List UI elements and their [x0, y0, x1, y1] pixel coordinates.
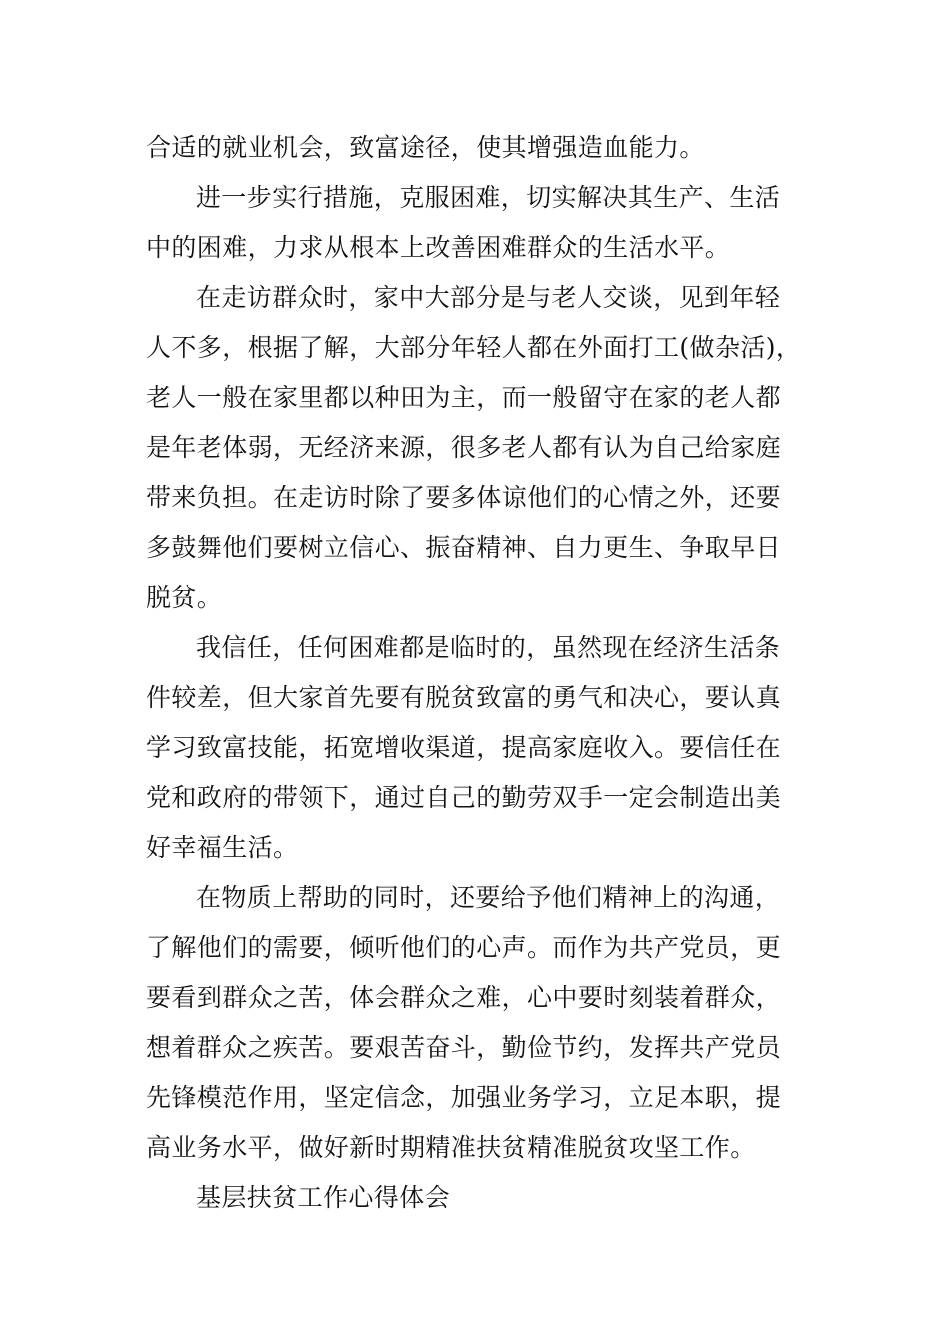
text-line: 想着群众之疾苦。要艰苦奋斗，勤俭节约，发挥共产党员: [146, 1033, 782, 1062]
text-line: 好幸福生活。: [146, 833, 299, 862]
text-line: 了解他们的需要，倾听他们的心声。而作为共产党员，更: [146, 933, 782, 962]
text-line: 先锋模范作用，坚定信念，加强业务学习，立足本职，提: [146, 1083, 782, 1112]
text-line: 中的困难，力求从根本上改善困难群众的生活水平。: [146, 233, 731, 262]
text-line: 是年老体弱，无经济来源，很多老人都有认为自己给家庭: [146, 433, 782, 462]
text-line: 在走访群众时，家中大部分是与老人交谈，见到年轻: [196, 283, 781, 312]
text-line: 学习致富技能，拓宽增收渠道，提高家庭收入。要信任在: [146, 733, 782, 762]
text-line: 人不多，根据了解，大部分年轻人都在外面打工(做杂活)，: [146, 333, 802, 362]
text-line: 老人一般在家里都以种田为主，而一般留守在家的老人都: [146, 383, 782, 412]
text-line: 在物质上帮助的同时，还要给予他们精神上的沟通，: [196, 883, 781, 912]
text-line: 多鼓舞他们要树立信心、振奋精神、自力更生、争取早日: [146, 533, 782, 562]
text-line: 高业务水平，做好新时期精准扶贫精准脱贫攻坚工作。: [146, 1133, 756, 1162]
text-line: 要看到群众之苦，体会群众之难，心中要时刻装着群众，: [146, 983, 782, 1012]
text-line: 件较差，但大家首先要有脱贫致富的勇气和决心，要认真: [146, 683, 782, 712]
text-line: 带来负担。在走访时除了要多体谅他们的心情之外，还要: [146, 483, 782, 512]
section-heading: 基层扶贫工作心得体会: [196, 1183, 451, 1212]
text-line: 脱贫。: [146, 583, 223, 612]
text-line: 我信任，任何困难都是临时的，虽然现在经济生活条: [196, 633, 781, 662]
text-line: 合适的就业机会，致富途径，使其增强造血能力。: [146, 133, 705, 162]
text-line: 进一步实行措施，克服困难，切实解决其生产、生活: [196, 183, 781, 212]
text-line: 党和政府的带领下，通过自己的勤劳双手一定会制造出美: [146, 783, 782, 812]
